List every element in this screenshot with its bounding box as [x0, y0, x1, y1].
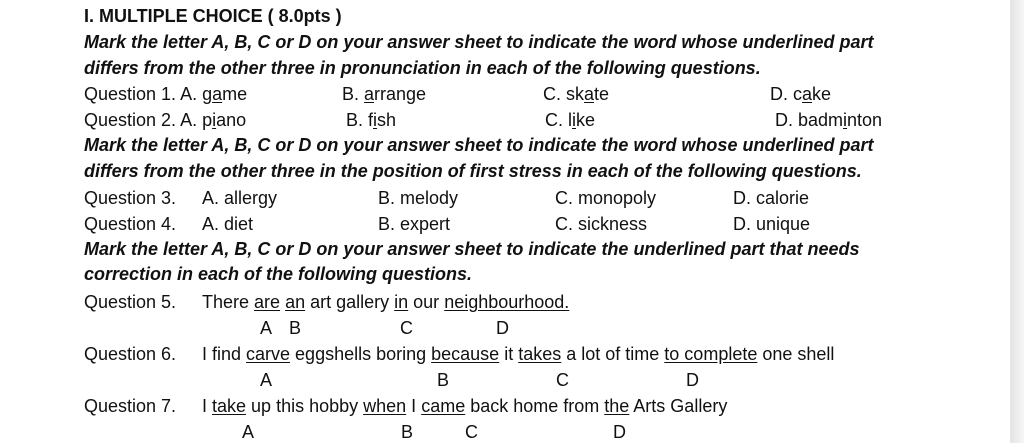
option-a: game — [202, 84, 248, 104]
question-3-option-a: A. allergy — [202, 188, 278, 208]
question-4-option-c: C. sickness — [555, 214, 648, 234]
question-7-sentence: I take up this hobby when I came back home from the Arts Gallery — [202, 396, 728, 416]
question-3-option-d: D. calorie — [733, 188, 810, 208]
section-heading: I. MULTIPLE CHOICE ( 8.0pts ) — [84, 6, 342, 26]
question-6-letter-a: A — [260, 370, 273, 390]
question-1-option-b: B. arrange — [342, 84, 427, 104]
underlined-b: when — [363, 396, 407, 416]
question-2-option-d: D. badminton — [775, 110, 883, 130]
instruction-pronunciation-line1: Mark the letter A, B, C or D on your answer sheet to indicate the word whose underlined part — [84, 32, 874, 52]
question-6-letter-b: B — [437, 370, 450, 390]
underlined-d: neighbourhood. — [444, 292, 570, 312]
question-4-option-d: D. unique — [733, 214, 811, 234]
question-1-option-c: C. skate — [543, 84, 610, 104]
underlined-d: the — [604, 396, 630, 416]
instruction-correction-line2: correction in each of the following questions. — [84, 264, 473, 284]
question-3-option-b: B. melody — [378, 188, 459, 208]
question-4-label: Question 4. — [84, 214, 177, 234]
page-edge-shadow — [1010, 0, 1024, 443]
question-7-letter-d: D — [613, 422, 626, 442]
underlined-c: in — [394, 292, 409, 312]
question-7-letter-a: A — [242, 422, 255, 442]
question-7-label: Question 7. — [84, 396, 177, 416]
question-3-option-c: C. monopoly — [555, 188, 657, 208]
instruction-stress-line1: Mark the letter A, B, C or D on your answer sheet to indicate the word whose underlined part — [84, 135, 874, 155]
option-a: piano — [202, 110, 247, 130]
instruction-stress-line2: differs from the other three in the position of first stress in each of the following questions. — [84, 161, 862, 181]
underlined-a: take — [212, 396, 247, 416]
question-5-letter-d: D — [496, 318, 509, 338]
instruction-correction-line1: Mark the letter A, B, C or D on your answer sheet to indicate the underlined part that needs — [84, 239, 860, 259]
question-6-label: Question 6. — [84, 344, 177, 364]
question-5-letter-a: A — [260, 318, 273, 338]
question-6-letter-d: D — [686, 370, 699, 390]
question-1-row — [84, 83, 247, 105]
question-6-sentence: I find carve eggshells boring because it takes a lot of time to complete one shell — [202, 344, 835, 364]
question-6-letter-c: C — [556, 370, 569, 390]
question-5-letter-b: B — [289, 318, 302, 338]
question-5-letter-c: C — [400, 318, 413, 338]
instruction-pronunciation-line2: differs from the other three in pronunciation in each of the following questions. — [84, 58, 761, 78]
question-4-option-a: A. diet — [202, 214, 254, 234]
question-1-option-d: D. cake — [770, 84, 832, 104]
question-label: Question 2. A. — [84, 110, 198, 130]
underlined-b: an — [285, 292, 306, 312]
question-7-letter-c: C — [465, 422, 478, 442]
question-4-option-b: B. expert — [378, 214, 451, 234]
underlined-c: takes — [518, 344, 562, 364]
question-7-letter-b: B — [401, 422, 414, 442]
question-2-row — [84, 109, 246, 131]
underlined-d: to complete — [664, 344, 758, 364]
question-2-option-c: C. like — [545, 110, 596, 130]
underlined-c: came — [421, 396, 466, 416]
question-3-label: Question 3. — [84, 188, 177, 208]
question-5-label: Question 5. — [84, 292, 177, 312]
underlined-a: are — [254, 292, 281, 312]
question-5-sentence: There are an art gallery in our neighbourhood. — [202, 292, 570, 312]
question-2-option-b: B. fish — [346, 110, 397, 130]
underlined-a: carve — [246, 344, 291, 364]
question-label: Question 1. A. — [84, 84, 198, 104]
underlined-b: because — [431, 344, 500, 364]
